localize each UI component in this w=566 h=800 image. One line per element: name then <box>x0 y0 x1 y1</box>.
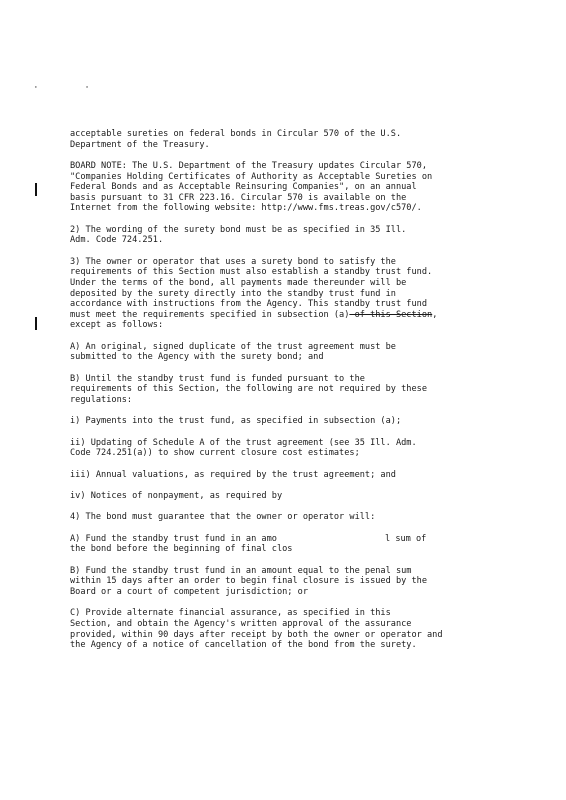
board-note-line: BOARD NOTE: The U.S. Department of the Treasury updates Circular 570, <box>70 160 427 171</box>
item-4b-line: Board or a court of competent jurisdiction; or <box>70 586 308 597</box>
item-4b-line: B) Fund the standby trust fund in an amount equal to the penal sum <box>70 565 412 576</box>
item-3-line: except as follows: <box>70 320 164 331</box>
struck-text: of this Section <box>349 309 433 320</box>
item-4c-line: Section, and obtain the Agency's written approval of the assurance <box>70 618 412 629</box>
item-a-line: submitted to the Agency with the surety bond; and <box>70 352 324 363</box>
item-3-line: requirements of this Section must also establish a standby trust fund. <box>70 267 433 278</box>
item-b-line: regulations: <box>70 394 133 405</box>
revision-bar-1 <box>35 183 37 196</box>
sub-item-iii: iii) Annual valuations, as required by the trust agreement; and <box>70 469 396 480</box>
text-line: Department of the Treasury. <box>70 139 210 150</box>
sub-item-iv: iv) Notices of nonpayment, as required by <box>70 491 283 502</box>
item-4a-right: l sum of <box>384 533 427 544</box>
item-4a-left: A) Fund the standby trust fund in an amo <box>70 533 277 544</box>
item-3-punct: , <box>432 309 438 320</box>
item-3-line: deposited by the surety directly into the standby trust fund in <box>70 288 396 299</box>
item-4a-line <box>70 534 510 545</box>
item-3-line: accordance with instructions from the Agency. This standby trust fund <box>70 299 427 310</box>
scan-specks: ∙ ∙ <box>34 84 111 91</box>
text-line: acceptable sureties on federal bonds in Circular 570 of the U.S. <box>70 129 402 139</box>
item-4c-line: the Agency of a notice of cancellation of the bond from the surety. <box>70 640 417 651</box>
item-4c-line: C) Provide alternate financial assurance, as specified in this <box>70 608 391 619</box>
item-2-line: 2) The wording of the surety bond must be as specified in 35 Ill. <box>70 224 407 235</box>
item-3-line: Under the terms of the bond, all payments made thereunder will be <box>70 277 407 288</box>
board-note-line: Federal Bonds and as Acceptable Reinsuring Companies", on an annual <box>70 182 417 193</box>
sub-item-i: i) Payments into the trust fund, as specified in subsection (a); <box>70 416 402 427</box>
item-3-line: 3) The owner or operator that uses a surety bond to satisfy the <box>70 256 396 267</box>
board-note-line: basis pursuant to 31 CFR 223.16. Circular 570 is available on the <box>70 192 407 203</box>
item-2-line: Adm. Code 724.251. <box>70 235 164 246</box>
item-4-line: 4) The bond must guarantee that the owner or operator will: <box>70 512 376 523</box>
item-a-line: A) An original, signed duplicate of the trust agreement must be <box>70 341 396 352</box>
sub-item-ii: Code 724.251(a)) to show current closure cost estimates; <box>70 448 360 459</box>
item-4b-line: within 15 days after an order to begin final closure is issued by the <box>70 576 427 587</box>
item-b-line: requirements of this Section, the following are not required by these <box>70 384 427 395</box>
item-3-text: must meet the requirements specified in subsection (a) <box>70 309 350 320</box>
item-b-line: B) Until the standby trust fund is funded pursuant to the <box>70 373 365 384</box>
board-note-line: Internet from the following website: http://www.fms.treas.gov/c570/. <box>70 203 422 214</box>
board-note-line: "Companies Holding Certificates of Authority as Acceptable Sureties on <box>70 171 433 182</box>
revision-bar-2 <box>35 317 37 330</box>
document-body <box>70 129 510 651</box>
item-4c-line: provided, within 90 days after receipt by both the owner or operator and <box>70 629 443 640</box>
item-4a-line: the bond before the beginning of final clos <box>70 544 293 555</box>
item-3-line <box>70 310 510 321</box>
sub-item-ii: ii) Updating of Schedule A of the trust agreement (see 35 Ill. Adm. <box>70 437 417 448</box>
